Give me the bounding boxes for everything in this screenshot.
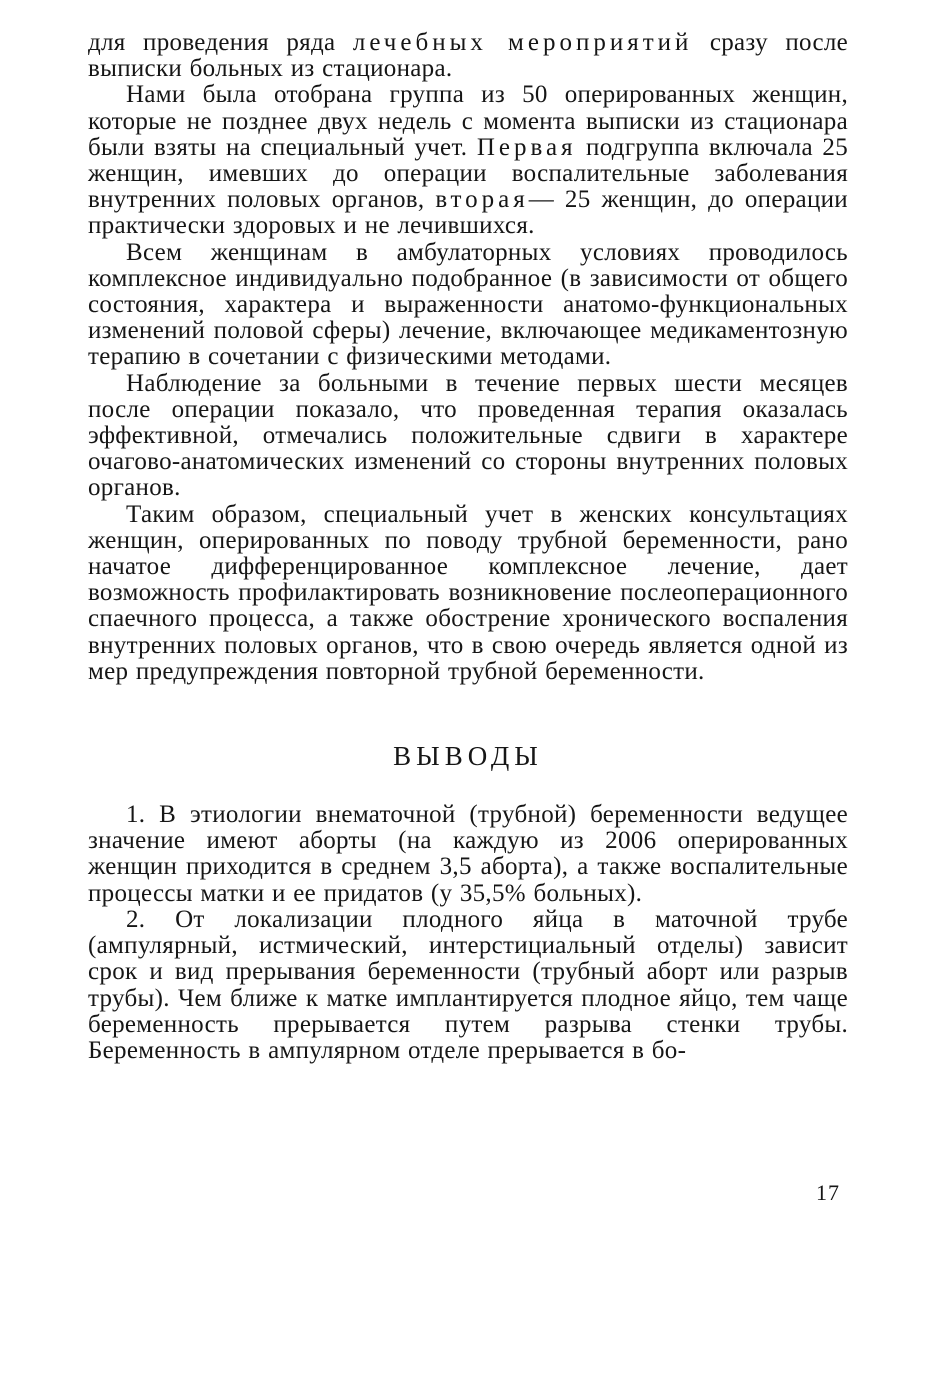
paragraph-observation: Наблюдение за больными в течение первых шести месяцев после операции показало, что проведенная терапия оказалась эффективной, отмечались положительные сдвиги в характере очагово-анатомических изменений со стороны внутренних половых органов. <box>88 369 848 502</box>
paragraph-continuation-text-a: для проведения ряда <box>88 29 353 56</box>
emphasized-second: вторая <box>435 186 529 214</box>
paragraph-study-group-text-a: Нами была отобрана группа из 50 оперированных женщин, которые не позднее двух недель с момента выписки из стационара были взяты на специальный учет. <box>88 81 848 161</box>
emphasized-first: Первая <box>476 133 577 161</box>
finding-2: 2. От локализации плодного яйца в маточной трубе (ампулярный, истмический, интерстициальный отделы) зависит срок и вид прерывания беременности (трубный аборт или разрыв трубы). Чем ближе к матке имплантируется плодное яйцо, тем чаще беременность прерывается путем разрыва стенки трубы. Беременность в ампулярном отделе прерывается в бо- <box>88 905 848 1064</box>
page-number: 17 <box>816 1180 840 1205</box>
paragraph-continuation <box>88 30 848 82</box>
paragraph-conclusion: Таким образом, специальный учет в женских консультациях женщин, оперированных по поводу трубной беременности, рано начатое дифференцированное комплексное лечение, дает возможность профилактировать возникновение послеоперационного спаечного процесса, а также обострение хронического воспаления внутренних половых органов, что в свою очередь является одной из мер предупреждения повторной трубной беременности. <box>88 500 848 685</box>
finding-1: 1. В этиологии внематочной (трубной) беременности ведущее значение имеют аборты (на каждую из 2006 оперированных женщин приходится в среднем 3,5 аборта), а также воспалительные процессы матки и ее придатов (у 35,5% больных). <box>88 801 848 907</box>
document-page <box>88 30 848 1064</box>
paragraph-continuation-text-c: сразу после выписки больных из стационара. <box>88 29 849 83</box>
paragraph-study-group-text-b: подгруппа включала 25 женщин, имевших до операции воспалительные заболевания внутренних половых органов, <box>88 133 848 214</box>
paragraph-study-group-text-c: — 25 женщин, до операции практически здоровых и не лечившихся. <box>88 186 848 240</box>
paragraph-study-group <box>88 82 848 239</box>
section-heading: ВЫВОДЫ <box>393 741 543 772</box>
emphasized-phrase: лечебных мероприятий <box>352 29 693 56</box>
paragraph-treatment: Всем женщинам в амбулаторных условиях проводилось комплексное индивидуально подобранное (в зависимости от общего состояния, характера и выраженности анатомо-функциональных изменений половой сферы) лечение, включающее медикаментозную терапию в сочетании с физическими методами. <box>88 238 848 371</box>
